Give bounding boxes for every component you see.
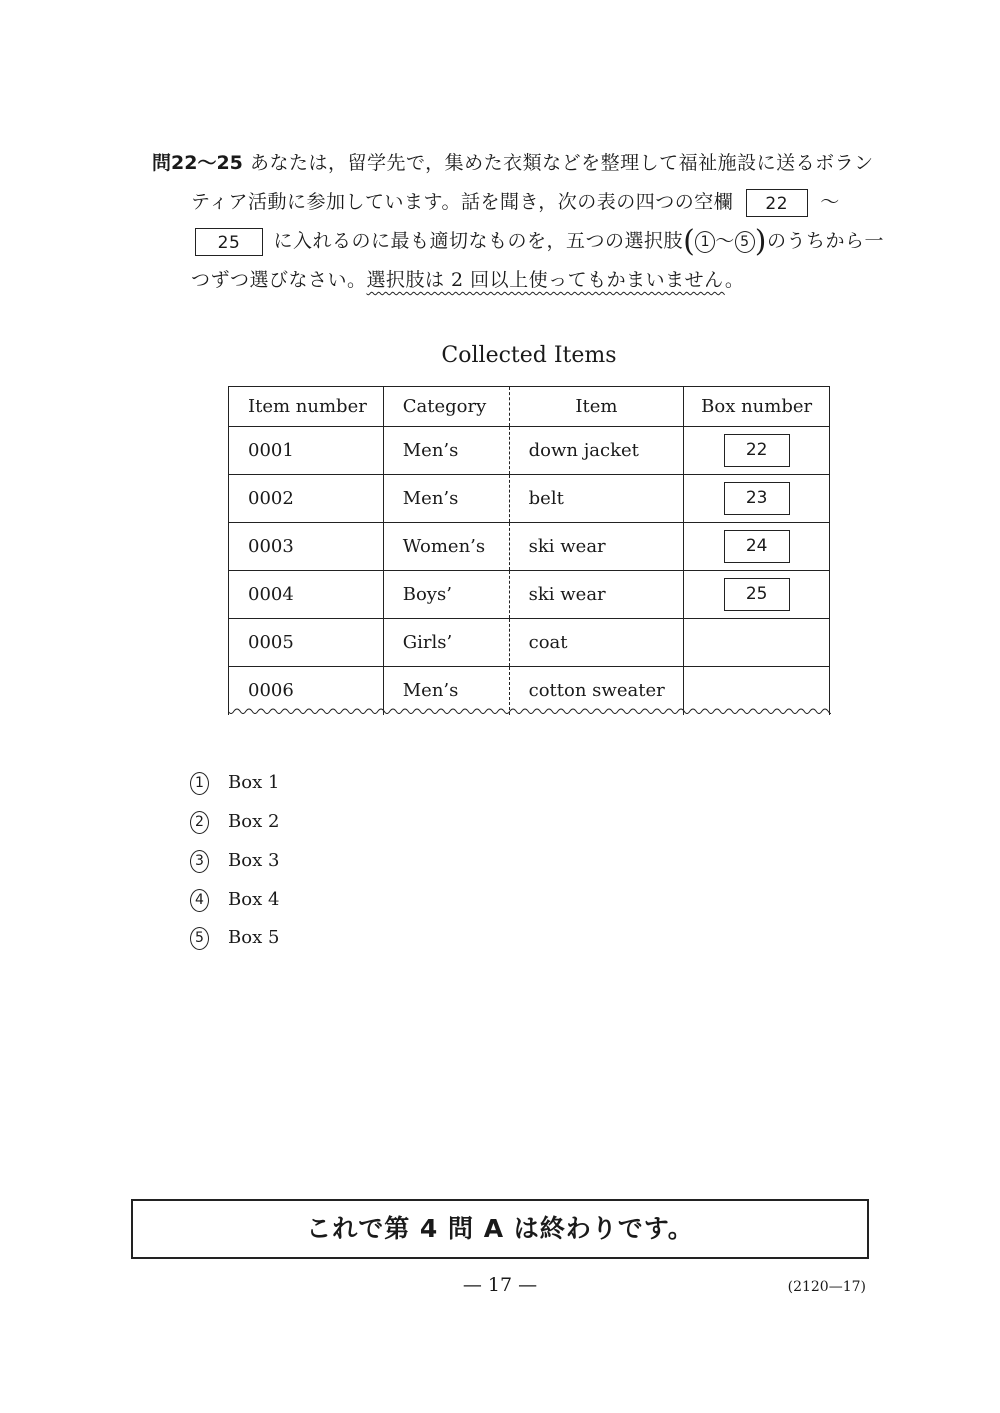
- question-line-1: あなたは，留学先で，集めた衣類などを整理して福祉施設に送るボラン: [250, 152, 874, 174]
- question-line-3: [195, 226, 884, 257]
- page-code: (2120—17): [787, 1279, 866, 1295]
- choice-last-icon: 5: [735, 231, 755, 253]
- range-tilde: ～: [820, 191, 840, 213]
- table-row: [229, 523, 830, 571]
- question-line-3-tail: のうちから一: [767, 230, 885, 252]
- answer-box-24: 24: [724, 530, 790, 563]
- question-line-2-text: ティア活動に参加しています。話を聞き，次の表の四つの空欄: [191, 191, 734, 213]
- paren-close: ): [754, 224, 768, 259]
- item-name: ski wear: [509, 571, 684, 619]
- header-item: Item: [509, 387, 684, 427]
- item-category: Women’s: [383, 523, 509, 571]
- item-number: 0005: [229, 619, 384, 667]
- item-number: 0004: [229, 571, 384, 619]
- option-3-text: Box 3: [228, 850, 280, 871]
- item-name: belt: [509, 475, 684, 523]
- table-torn-edge: [228, 707, 831, 719]
- section-end-notice: これで第 4 問 A は終わりです。: [131, 1199, 869, 1259]
- header-item-number: Item number: [229, 387, 384, 427]
- range-tilde-2: ～: [715, 230, 735, 252]
- option-1: [190, 771, 279, 795]
- item-number: 0002: [229, 475, 384, 523]
- answer-box-25: 25: [724, 578, 790, 611]
- box-number-cell: [684, 619, 830, 667]
- header-box-number: Box number: [684, 387, 830, 427]
- page-number: — 17 —: [462, 1274, 538, 1296]
- answer-box-end: 25: [195, 228, 263, 256]
- question-line-4: [191, 265, 744, 295]
- collected-items-table: [228, 386, 830, 715]
- answer-box-start: 22: [746, 189, 808, 217]
- option-1-text: Box 1: [228, 772, 280, 793]
- answer-box-22: 22: [724, 434, 790, 467]
- item-category: Men’s: [383, 427, 509, 475]
- table-row: [229, 619, 830, 667]
- item-category: Men’s: [383, 667, 509, 715]
- table-title: Collected Items: [441, 343, 617, 368]
- answer-box-23: 23: [724, 482, 790, 515]
- reuse-note: 選択肢は 2 回以上使ってもかまいません: [366, 269, 725, 291]
- item-category: Boys’: [383, 571, 509, 619]
- paren-open: (: [683, 224, 696, 259]
- option-2: [190, 810, 279, 834]
- item-name: cotton sweater: [509, 667, 684, 715]
- box-number-cell: [684, 523, 830, 571]
- item-category: Men’s: [383, 475, 509, 523]
- option-5-number-icon: 5: [190, 927, 209, 950]
- option-2-number-icon: 2: [190, 811, 209, 834]
- option-2-text: Box 2: [228, 811, 280, 832]
- question-line-2: [191, 187, 840, 217]
- choice-first-icon: 1: [695, 231, 715, 253]
- option-4-text: Box 4: [228, 889, 280, 910]
- header-category: Category: [383, 387, 509, 427]
- item-name: ski wear: [509, 523, 684, 571]
- option-1-number-icon: 1: [190, 772, 209, 795]
- option-5-text: Box 5: [228, 927, 280, 948]
- item-number: 0001: [229, 427, 384, 475]
- box-number-cell: [684, 427, 830, 475]
- item-number: 0003: [229, 523, 384, 571]
- question-line-4-end: 。: [724, 269, 745, 291]
- box-number-cell: [684, 571, 830, 619]
- item-name: coat: [509, 619, 684, 667]
- table-row: [229, 571, 830, 619]
- question-label: 問22～25: [152, 152, 243, 174]
- option-5: [190, 926, 279, 950]
- item-name: down jacket: [509, 427, 684, 475]
- item-number: 0006: [229, 667, 384, 715]
- box-number-cell: [684, 475, 830, 523]
- question-line-3-text: に入れるのに最も適切なものを，五つの選択肢: [273, 230, 684, 252]
- option-4: [190, 888, 279, 912]
- table-row: [229, 475, 830, 523]
- table-header-row: [229, 387, 830, 427]
- question-line-4-text: つずつ選びなさい。: [191, 269, 367, 291]
- table-row: [229, 427, 830, 475]
- option-3: [190, 849, 279, 873]
- option-3-number-icon: 3: [190, 850, 209, 873]
- option-4-number-icon: 4: [190, 889, 209, 912]
- item-category: Girls’: [383, 619, 509, 667]
